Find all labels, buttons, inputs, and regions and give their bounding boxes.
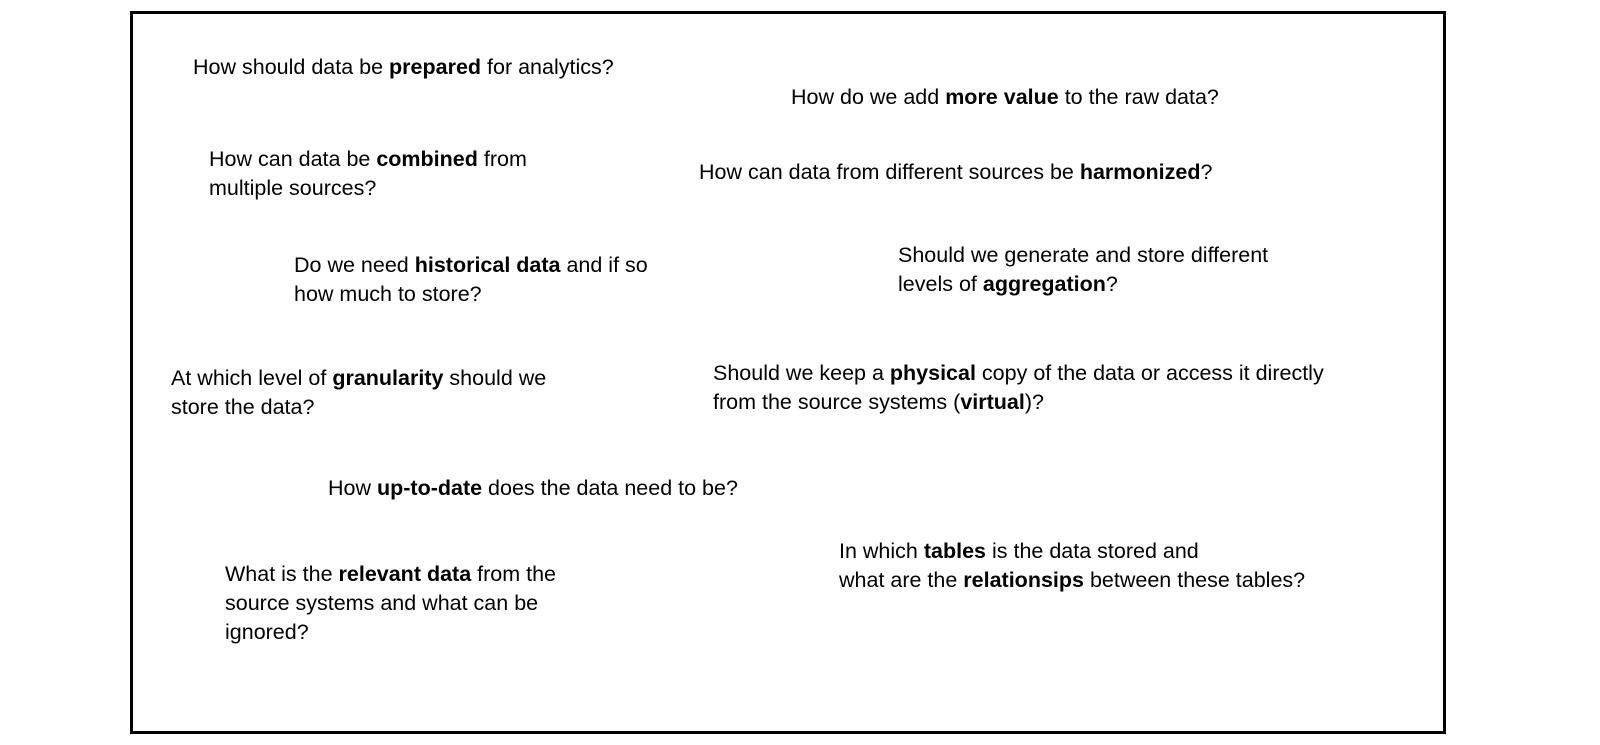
question-historical: Do we need historical data and if so how much to store? bbox=[294, 253, 648, 306]
question-relevant: What is the relevant data from the source systems and what can be ignored? bbox=[225, 562, 557, 644]
question-granularity: At which level of granularity should we store the data? bbox=[171, 366, 547, 419]
question-physical: Should we keep a physical copy of the data or access it directly from the source systems (virtual)? bbox=[713, 361, 1324, 414]
question-combined: How can data be combined from multiple sources? bbox=[209, 147, 527, 200]
question-harmonized: How can data from different sources be harmonized? bbox=[699, 160, 1213, 184]
question-aggregation: Should we generate and store different levels of aggregation? bbox=[898, 243, 1269, 296]
question-more-value: How do we add more value to the raw data? bbox=[791, 85, 1219, 109]
question-prepared: How should data be prepared for analytics? bbox=[193, 55, 614, 79]
question-up-to-date: How up-to-date does the data need to be? bbox=[328, 476, 738, 500]
question-tables: In which tables is the data stored and what are the relationsips between these tables? bbox=[839, 539, 1306, 592]
